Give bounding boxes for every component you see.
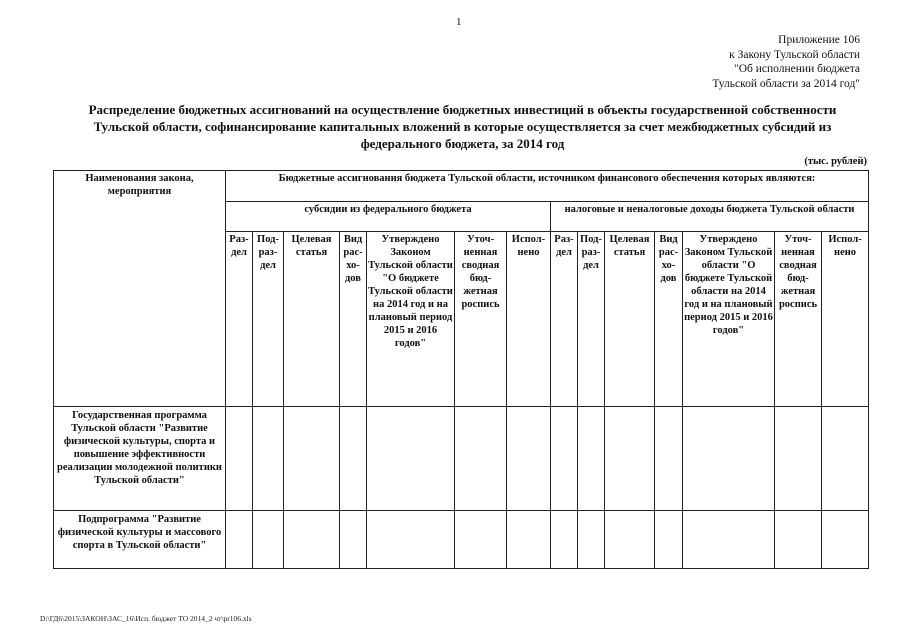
table-cell (253, 511, 284, 569)
table-cell (655, 407, 683, 511)
col-podrazdel: Под- раз- дел (253, 232, 284, 407)
table-cell (284, 407, 340, 511)
row-name: Государственная программа Тульской области "Развитие физической культуры, спорта и повышение эффективности реализации молодежной политики Тульской области" (54, 407, 226, 511)
title-line-3: федерального бюджета, за 2014 год (360, 136, 565, 151)
table-cell (253, 407, 284, 511)
table-cell (340, 407, 367, 511)
table-cell (578, 511, 605, 569)
table-cell (367, 511, 455, 569)
header-funding: Бюджетные ассигнования бюджета Тульской области, источником финансового обеспечения которых являются: (226, 171, 869, 202)
col-celevaya: Целевая статья (284, 232, 340, 407)
col-celevaya-2: Целевая статья (605, 232, 655, 407)
appendix-line-2: к Закону Тульской области (729, 48, 860, 61)
col-ispol-2: Испол- нено (822, 232, 869, 407)
col-utoch-2: Уточ- ненная сводная бюд- жетная роспись (775, 232, 822, 407)
header-name-column: Наименования закона, мероприятия (54, 171, 226, 407)
document-title (40, 101, 885, 152)
table-row (54, 511, 869, 569)
units-label: (тыс. рублей) (804, 156, 867, 167)
budget-table (53, 170, 869, 569)
header-tax-revenues: налоговые и неналоговые доходы бюджета Тульской области (551, 202, 869, 232)
col-utverzhdeno-2: Утверждено Законом Тульской области "О бюджете Тульской области на 2014 год и на плановый период 2015 и 2016 годов" (683, 232, 775, 407)
appendix-line-1: Приложение 106 (778, 34, 860, 46)
page-number: 1 (456, 16, 462, 28)
table-row (54, 407, 869, 511)
table-cell (340, 511, 367, 569)
appendix-line-3: "Об исполнении бюджета (734, 63, 860, 75)
table-cell (683, 511, 775, 569)
col-utverzhdeno: Утверждено Законом Тульской области "О бюджете Тульской области на 2014 год и на плановый период 2015 и 2016 годов" (367, 232, 455, 407)
appendix-reference (640, 33, 860, 91)
table-cell (683, 407, 775, 511)
appendix-line-4: Тульской области за 2014 год" (712, 77, 860, 90)
table-cell (605, 511, 655, 569)
table-cell (226, 407, 253, 511)
col-vid-2: Вид рас- хо- дов (655, 232, 683, 407)
table-cell (822, 511, 869, 569)
table-cell (605, 407, 655, 511)
col-ispol: Испол- нено (507, 232, 551, 407)
row-name: Подпрограмма "Развитие физической культуры и массового спорта в Тульской области" (54, 511, 226, 569)
col-utoch: Уточ- ненная сводная бюд- жетная роспись (455, 232, 507, 407)
table-cell (775, 407, 822, 511)
table-cell (507, 407, 551, 511)
table-cell (822, 407, 869, 511)
file-path-footer: D:\ГД6\2015\ЗАКОН\ЗАС_16\Исп. бюджет ТО 2014_2 чт\pr106.xls (40, 614, 252, 623)
title-line-1: Распределение бюджетных ассигнований на осуществление бюджетных инвестиций в объекты государственной собственности (88, 102, 837, 117)
table-cell (551, 511, 578, 569)
table-cell (578, 407, 605, 511)
table-cell (455, 511, 507, 569)
table-cell (775, 511, 822, 569)
table-cell (655, 511, 683, 569)
header-federal-subsidies: субсидии из федерального бюджета (226, 202, 551, 232)
table-cell (284, 511, 340, 569)
title-line-2: Тульской области, софинансирование капитальных вложений в которые осуществляется за счет межбюджетных субсидий из (93, 119, 832, 134)
table-cell (226, 511, 253, 569)
col-razdel-2: Раз- дел (551, 232, 578, 407)
col-razdel: Раз- дел (226, 232, 253, 407)
table-cell (507, 511, 551, 569)
table-cell (367, 407, 455, 511)
table-cell (551, 407, 578, 511)
col-podrazdel-2: Под- раз- дел (578, 232, 605, 407)
col-vid: Вид рас- хо- дов (340, 232, 367, 407)
table-cell (455, 407, 507, 511)
